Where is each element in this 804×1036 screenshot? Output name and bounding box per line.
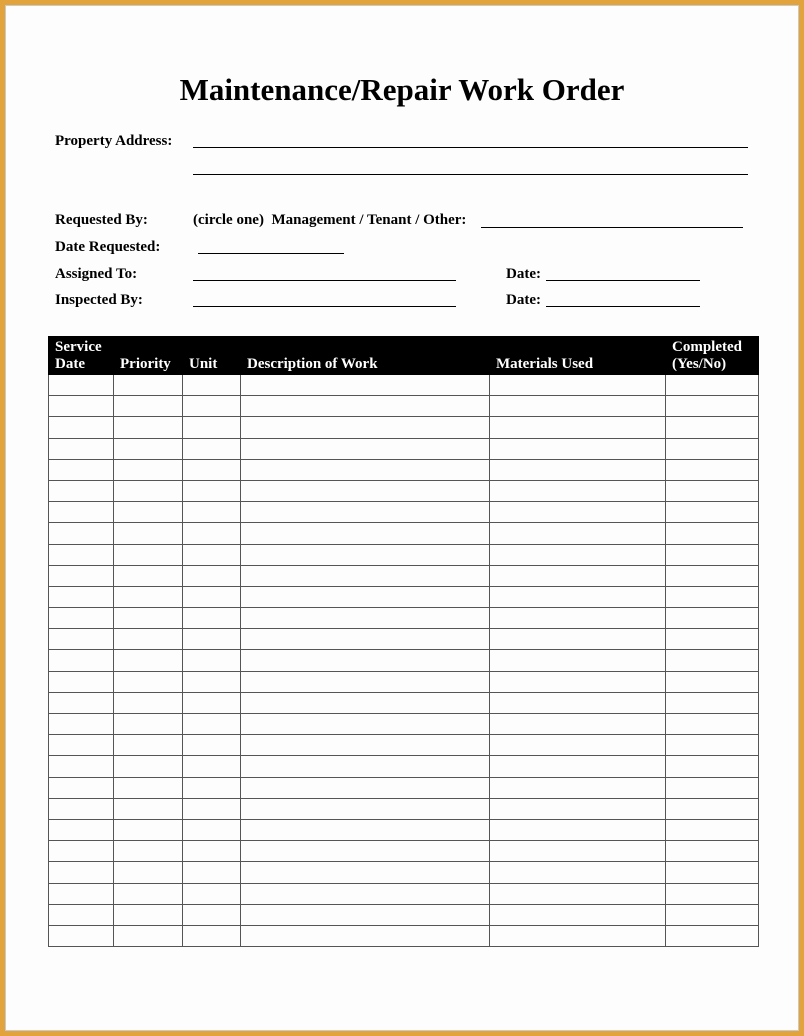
- table-cell[interactable]: [490, 459, 666, 480]
- table-cell[interactable]: [666, 692, 759, 713]
- table-cell[interactable]: [666, 502, 759, 523]
- table-cell[interactable]: [241, 502, 490, 523]
- table-cell[interactable]: [183, 798, 241, 819]
- table-cell[interactable]: [49, 629, 114, 650]
- table-cell[interactable]: [241, 629, 490, 650]
- table-row: [49, 629, 759, 650]
- table-cell[interactable]: [183, 438, 241, 459]
- table-cell[interactable]: [666, 841, 759, 862]
- table-cell[interactable]: [490, 714, 666, 735]
- table-row: [49, 417, 759, 438]
- table-cell[interactable]: [666, 544, 759, 565]
- table-cell[interactable]: [490, 671, 666, 692]
- table-cell[interactable]: [49, 650, 114, 671]
- table-cell[interactable]: [490, 798, 666, 819]
- table-cell[interactable]: [114, 480, 183, 501]
- table-cell[interactable]: [241, 396, 490, 417]
- table-cell[interactable]: [490, 692, 666, 713]
- table-cell[interactable]: [114, 417, 183, 438]
- table-cell[interactable]: [666, 735, 759, 756]
- table-cell[interactable]: [49, 671, 114, 692]
- table-cell[interactable]: [183, 480, 241, 501]
- table-cell[interactable]: [666, 438, 759, 459]
- table-cell[interactable]: [666, 586, 759, 607]
- table-cell[interactable]: [490, 502, 666, 523]
- table-cell[interactable]: [49, 819, 114, 840]
- table-cell[interactable]: [490, 375, 666, 396]
- table-cell[interactable]: [490, 819, 666, 840]
- table-cell[interactable]: [666, 904, 759, 925]
- table-row: [49, 502, 759, 523]
- table-cell[interactable]: [490, 629, 666, 650]
- inspected-by-label: Inspected By:: [55, 292, 143, 308]
- table-cell[interactable]: [666, 480, 759, 501]
- table-row: [49, 756, 759, 777]
- table-cell[interactable]: [183, 883, 241, 904]
- table-cell[interactable]: [49, 438, 114, 459]
- table-row: [49, 608, 759, 629]
- table-cell[interactable]: [114, 735, 183, 756]
- table-cell[interactable]: [114, 375, 183, 396]
- table-row: [49, 375, 759, 396]
- table-cell[interactable]: [114, 459, 183, 480]
- table-row: [49, 735, 759, 756]
- table-cell[interactable]: [114, 756, 183, 777]
- table-cell[interactable]: [183, 756, 241, 777]
- table-cell[interactable]: [666, 417, 759, 438]
- date-requested-label: Date Requested:: [55, 239, 161, 255]
- inspected-date-label: Date:: [506, 292, 541, 308]
- table-cell[interactable]: [666, 459, 759, 480]
- table-cell[interactable]: [490, 862, 666, 883]
- table-cell[interactable]: [490, 925, 666, 946]
- table-cell[interactable]: [490, 523, 666, 544]
- table-cell[interactable]: [490, 756, 666, 777]
- table-cell[interactable]: [114, 883, 183, 904]
- table-cell[interactable]: [666, 565, 759, 586]
- table-cell[interactable]: [183, 692, 241, 713]
- table-cell[interactable]: [114, 544, 183, 565]
- table-cell[interactable]: [49, 925, 114, 946]
- table-cell[interactable]: [241, 438, 490, 459]
- table-cell[interactable]: [666, 883, 759, 904]
- table-cell[interactable]: [241, 523, 490, 544]
- table-cell[interactable]: [183, 714, 241, 735]
- table-cell[interactable]: [241, 608, 490, 629]
- table-cell[interactable]: [666, 798, 759, 819]
- circle-one-note: (circle one): [193, 212, 264, 228]
- table-cell[interactable]: [49, 480, 114, 501]
- table-cell[interactable]: [49, 756, 114, 777]
- table-cell[interactable]: [114, 841, 183, 862]
- table-cell[interactable]: [114, 502, 183, 523]
- table-cell[interactable]: [114, 819, 183, 840]
- requester-choice-list[interactable]: Management / Tenant / Other:: [271, 212, 467, 228]
- table-row: [49, 396, 759, 417]
- col-unit: Unit: [183, 337, 241, 375]
- table-cell[interactable]: [490, 417, 666, 438]
- col-description: Description of Work: [241, 337, 490, 375]
- table-cell[interactable]: [666, 777, 759, 798]
- table-row: [49, 862, 759, 883]
- table-cell[interactable]: [114, 438, 183, 459]
- table-cell[interactable]: [666, 714, 759, 735]
- table-row: [49, 777, 759, 798]
- table-cell[interactable]: [241, 841, 490, 862]
- table-cell[interactable]: [183, 671, 241, 692]
- requested-by-label: Requested By:: [55, 212, 148, 228]
- table-cell[interactable]: [241, 650, 490, 671]
- table-cell[interactable]: [490, 883, 666, 904]
- table-cell[interactable]: [241, 459, 490, 480]
- table-cell[interactable]: [490, 841, 666, 862]
- table-cell[interactable]: [183, 629, 241, 650]
- table-cell[interactable]: [666, 629, 759, 650]
- table-cell[interactable]: [49, 841, 114, 862]
- table-cell[interactable]: [49, 586, 114, 607]
- table-row: [49, 798, 759, 819]
- table-cell[interactable]: [183, 459, 241, 480]
- table-cell[interactable]: [49, 502, 114, 523]
- table-cell[interactable]: [241, 862, 490, 883]
- table-cell[interactable]: [49, 417, 114, 438]
- table-cell[interactable]: [114, 714, 183, 735]
- table-cell[interactable]: [666, 671, 759, 692]
- table-cell[interactable]: [114, 629, 183, 650]
- table-row: [49, 480, 759, 501]
- table-cell[interactable]: [241, 544, 490, 565]
- table-cell[interactable]: [114, 777, 183, 798]
- table-cell[interactable]: [49, 777, 114, 798]
- table-row: [49, 650, 759, 671]
- table-cell[interactable]: [241, 671, 490, 692]
- table-cell[interactable]: [490, 438, 666, 459]
- table-row: [49, 671, 759, 692]
- table-row: [49, 883, 759, 904]
- table-cell[interactable]: [183, 396, 241, 417]
- table-row: [49, 925, 759, 946]
- table-cell[interactable]: [183, 904, 241, 925]
- table-cell[interactable]: [114, 798, 183, 819]
- table-cell[interactable]: [49, 798, 114, 819]
- table-row: [49, 544, 759, 565]
- table-cell[interactable]: [183, 777, 241, 798]
- table-cell[interactable]: [490, 480, 666, 501]
- table-cell[interactable]: [114, 671, 183, 692]
- table-cell[interactable]: [490, 586, 666, 607]
- table-cell[interactable]: [114, 565, 183, 586]
- assigned-date-label: Date:: [506, 266, 541, 282]
- table-row: [49, 841, 759, 862]
- table-cell[interactable]: [241, 883, 490, 904]
- table-cell[interactable]: [114, 586, 183, 607]
- table-cell[interactable]: [114, 608, 183, 629]
- table-cell[interactable]: [114, 925, 183, 946]
- assigned-to-label: Assigned To:: [55, 266, 138, 282]
- table-body: [49, 375, 759, 947]
- table-cell[interactable]: [241, 480, 490, 501]
- table-cell[interactable]: [183, 735, 241, 756]
- col-materials: Materials Used: [490, 337, 666, 375]
- table-cell[interactable]: [183, 608, 241, 629]
- date-requested-line[interactable]: [198, 253, 344, 254]
- table-row: [49, 714, 759, 735]
- table-row: [49, 523, 759, 544]
- table-cell[interactable]: [183, 586, 241, 607]
- table-cell[interactable]: [183, 565, 241, 586]
- table-cell[interactable]: [183, 925, 241, 946]
- table-cell[interactable]: [241, 714, 490, 735]
- table-cell[interactable]: [490, 608, 666, 629]
- table-row: [49, 586, 759, 607]
- table-cell[interactable]: [49, 735, 114, 756]
- table-cell[interactable]: [666, 756, 759, 777]
- table-cell[interactable]: [49, 862, 114, 883]
- inspected-by-line[interactable]: [193, 306, 456, 307]
- form-title: Maintenance/Repair Work Order: [179, 72, 625, 107]
- table-cell[interactable]: [490, 544, 666, 565]
- table-cell[interactable]: [183, 523, 241, 544]
- table-cell[interactable]: [241, 735, 490, 756]
- table-cell[interactable]: [666, 608, 759, 629]
- table-cell[interactable]: [183, 841, 241, 862]
- inspected-date-line[interactable]: [546, 306, 700, 307]
- table-cell[interactable]: [241, 586, 490, 607]
- table-cell[interactable]: [114, 692, 183, 713]
- table-cell[interactable]: [490, 735, 666, 756]
- table-cell[interactable]: [49, 608, 114, 629]
- table-cell[interactable]: [49, 523, 114, 544]
- table-cell[interactable]: [183, 375, 241, 396]
- table-cell[interactable]: [49, 396, 114, 417]
- table-row: [49, 459, 759, 480]
- table-cell[interactable]: [114, 650, 183, 671]
- table-cell[interactable]: [241, 417, 490, 438]
- table-cell[interactable]: [183, 862, 241, 883]
- table-cell[interactable]: [49, 692, 114, 713]
- table-cell[interactable]: [49, 714, 114, 735]
- table-cell[interactable]: [49, 459, 114, 480]
- table-cell[interactable]: [490, 565, 666, 586]
- table-cell[interactable]: [114, 862, 183, 883]
- table-cell[interactable]: [241, 798, 490, 819]
- table-header-row: [49, 337, 759, 375]
- table-cell[interactable]: [490, 904, 666, 925]
- table-cell[interactable]: [241, 777, 490, 798]
- table-cell[interactable]: [183, 819, 241, 840]
- work-order-table: [48, 336, 759, 947]
- other-requester-line[interactable]: [481, 227, 743, 228]
- table-row: [49, 565, 759, 586]
- table-cell[interactable]: [114, 523, 183, 544]
- table-cell[interactable]: [183, 544, 241, 565]
- table-cell[interactable]: [241, 904, 490, 925]
- assigned-to-line[interactable]: [193, 280, 456, 281]
- table-cell[interactable]: [666, 925, 759, 946]
- table-cell[interactable]: [666, 650, 759, 671]
- table-cell[interactable]: [49, 565, 114, 586]
- table-cell[interactable]: [666, 862, 759, 883]
- table-cell[interactable]: [666, 523, 759, 544]
- col-completed: Completed (Yes/No): [666, 337, 759, 375]
- assigned-date-line[interactable]: [546, 280, 700, 281]
- table-cell[interactable]: [666, 396, 759, 417]
- table-cell[interactable]: [666, 819, 759, 840]
- table-cell[interactable]: [241, 375, 490, 396]
- table-row: [49, 438, 759, 459]
- table-cell[interactable]: [241, 925, 490, 946]
- table-cell[interactable]: [241, 565, 490, 586]
- table-cell[interactable]: [241, 756, 490, 777]
- table-cell[interactable]: [490, 396, 666, 417]
- table-cell[interactable]: [241, 692, 490, 713]
- table-row: [49, 819, 759, 840]
- table-row: [49, 692, 759, 713]
- table-cell[interactable]: [114, 396, 183, 417]
- table-cell[interactable]: [114, 904, 183, 925]
- table-cell[interactable]: [183, 417, 241, 438]
- table-cell[interactable]: [490, 650, 666, 671]
- requester-options: [193, 212, 466, 229]
- table-cell[interactable]: [49, 883, 114, 904]
- property-address-line-1[interactable]: [193, 147, 748, 148]
- property-address-line-2[interactable]: [193, 174, 748, 175]
- table-cell[interactable]: [49, 375, 114, 396]
- table-cell[interactable]: [490, 777, 666, 798]
- col-service-date: Service Date: [49, 337, 114, 375]
- col-priority: Priority: [114, 337, 183, 375]
- table-cell[interactable]: [241, 819, 490, 840]
- table-cell[interactable]: [183, 502, 241, 523]
- table-cell[interactable]: [49, 904, 114, 925]
- table-cell[interactable]: [49, 544, 114, 565]
- table-cell[interactable]: [666, 375, 759, 396]
- table-cell[interactable]: [183, 650, 241, 671]
- table-row: [49, 904, 759, 925]
- property-address-label: Property Address:: [55, 133, 173, 149]
